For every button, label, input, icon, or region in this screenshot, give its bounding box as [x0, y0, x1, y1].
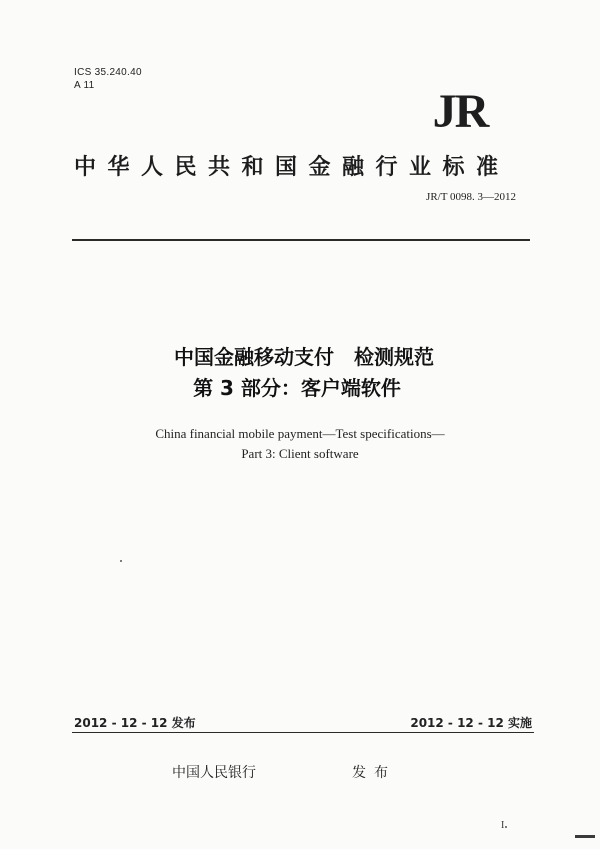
ccs-code: A 11 [74, 80, 95, 91]
chinese-title [0, 342, 600, 404]
page-number: I [501, 820, 505, 831]
english-title-line-2: Part 3: Client software [241, 446, 359, 461]
english-title [0, 424, 600, 464]
chinese-title-line-1: 中国金融移动支付 检测规范 [174, 345, 434, 369]
svg-text:JR: JR [432, 85, 488, 136]
scan-speck [120, 560, 122, 562]
publish-label: 发布 [352, 765, 396, 781]
jr-logo [410, 84, 510, 136]
classification-codes [74, 66, 142, 92]
chinese-title-line-2: 第 3 部分：客户端软件 [193, 376, 401, 400]
footer-divider [72, 732, 534, 733]
publisher-name: 中国人民银行 [172, 765, 256, 781]
header-divider [72, 239, 530, 241]
standard-category-title: 中华人民共和国金融行业标准 [74, 155, 510, 180]
scan-speck [505, 826, 507, 828]
issue-date: 2012 - 12 - 12 发布 [74, 716, 196, 730]
scan-artifact [575, 835, 595, 838]
english-title-line-1: China financial mobile payment—Test specifications— [155, 426, 445, 441]
ics-code: ICS 35.240.40 [74, 67, 142, 78]
standard-number: JR/T 0098. 3—2012 [426, 191, 516, 203]
implementation-date: 2012 - 12 - 12 实施 [410, 716, 532, 730]
